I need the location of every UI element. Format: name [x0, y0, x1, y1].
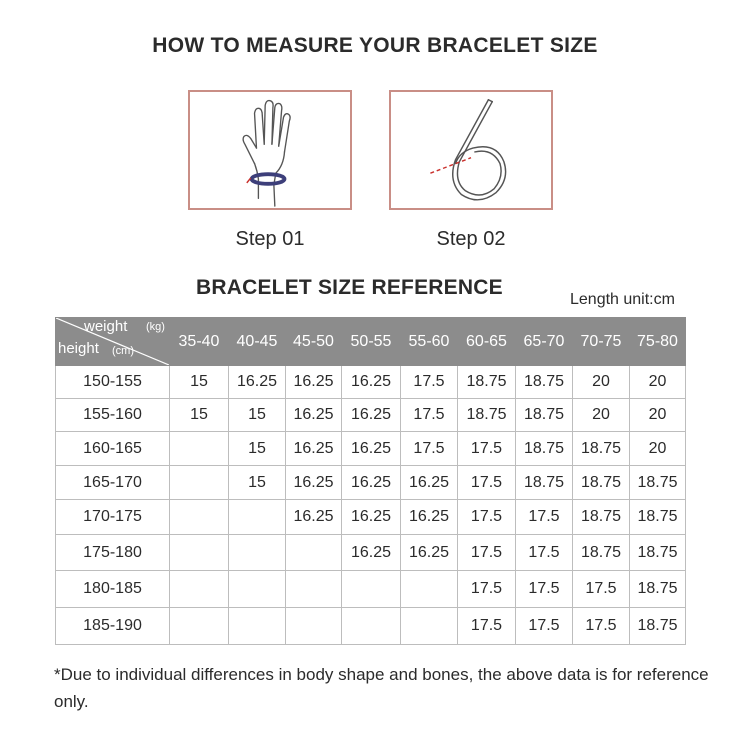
- weight-column-header: 40-45: [229, 318, 286, 366]
- size-cell: [401, 608, 458, 645]
- size-cell: [286, 535, 342, 571]
- table-row: [56, 366, 686, 399]
- weight-axis-label: weight: [84, 318, 128, 335]
- size-cell: 16.25: [286, 399, 342, 432]
- size-cell: [229, 571, 286, 608]
- string-loop-measure-icon: [391, 92, 551, 208]
- size-cell: 18.75: [573, 535, 630, 571]
- size-cell: 16.25: [342, 466, 401, 500]
- size-cell: 16.25: [286, 500, 342, 535]
- size-cell: 17.5: [458, 466, 516, 500]
- table-corner-cell: [56, 318, 170, 366]
- weight-column-header: 50-55: [342, 318, 401, 366]
- size-cell: [286, 571, 342, 608]
- hand-wrist-measure-icon: [190, 92, 350, 208]
- length-unit-note: Length unit:cm: [570, 291, 675, 308]
- step-01-illustration: [188, 90, 352, 210]
- table-row: [56, 535, 686, 571]
- weight-column-header: 70-75: [573, 318, 630, 366]
- size-cell: 15: [229, 432, 286, 466]
- size-cell: 18.75: [573, 500, 630, 535]
- size-cell: 17.5: [516, 500, 573, 535]
- size-cell: 16.25: [342, 500, 401, 535]
- size-cell: 18.75: [516, 366, 573, 399]
- weight-column-header: 65-70: [516, 318, 573, 366]
- size-cell: 20: [630, 366, 686, 399]
- weight-column-header: 60-65: [458, 318, 516, 366]
- step-02-label: Step 02: [436, 228, 506, 250]
- size-cell: 17.5: [458, 571, 516, 608]
- table-row: [56, 432, 686, 466]
- size-cell: 16.25: [286, 432, 342, 466]
- height-row-header: 165-170: [56, 466, 170, 500]
- height-row-header: 180-185: [56, 571, 170, 608]
- height-axis-label: height: [58, 340, 99, 357]
- size-cell: 20: [573, 366, 630, 399]
- size-cell: 17.5: [458, 608, 516, 645]
- size-cell: 17.5: [401, 432, 458, 466]
- table-row: [56, 399, 686, 432]
- size-cell: [170, 466, 229, 500]
- weight-column-header: 75-80: [630, 318, 686, 366]
- weight-column-header: 35-40: [170, 318, 229, 366]
- size-cell: 18.75: [630, 466, 686, 500]
- size-cell: 16.25: [342, 432, 401, 466]
- weight-column-header: 55-60: [401, 318, 458, 366]
- size-cell: 15: [229, 466, 286, 500]
- page-title: HOW TO MEASURE YOUR BRACELET SIZE: [152, 34, 598, 57]
- size-cell: [401, 571, 458, 608]
- size-cell: 15: [170, 366, 229, 399]
- height-unit-label: (cm): [112, 345, 134, 357]
- size-cell: 17.5: [458, 432, 516, 466]
- size-cell: [170, 571, 229, 608]
- size-cell: 16.25: [342, 399, 401, 432]
- table-body: [56, 366, 686, 645]
- height-row-header: 175-180: [56, 535, 170, 571]
- size-cell: 20: [630, 432, 686, 466]
- size-cell: [229, 608, 286, 645]
- size-cell: 18.75: [516, 466, 573, 500]
- size-cell: 16.25: [286, 466, 342, 500]
- size-cell: 15: [229, 399, 286, 432]
- table-row: [56, 608, 686, 645]
- size-cell: 16.25: [401, 466, 458, 500]
- height-row-header: 155-160: [56, 399, 170, 432]
- size-cell: 17.5: [516, 571, 573, 608]
- size-cell: 18.75: [516, 399, 573, 432]
- size-cell: 17.5: [573, 571, 630, 608]
- size-cell: 15: [170, 399, 229, 432]
- size-cell: [170, 432, 229, 466]
- size-cell: 17.5: [401, 399, 458, 432]
- size-cell: 17.5: [573, 608, 630, 645]
- height-row-header: 160-165: [56, 432, 170, 466]
- size-cell: 16.25: [401, 500, 458, 535]
- weight-column-header: 45-50: [286, 318, 342, 366]
- size-cell: 17.5: [401, 366, 458, 399]
- height-row-header: 170-175: [56, 500, 170, 535]
- size-cell: 16.25: [286, 366, 342, 399]
- size-cell: 17.5: [458, 535, 516, 571]
- size-reference-table: [55, 317, 686, 645]
- table-header-row: [56, 318, 686, 366]
- table-row: [56, 466, 686, 500]
- size-cell: 18.75: [630, 571, 686, 608]
- table-row: [56, 571, 686, 608]
- size-cell: 20: [630, 399, 686, 432]
- size-cell: 18.75: [630, 608, 686, 645]
- height-row-header: 150-155: [56, 366, 170, 399]
- size-cell: 17.5: [458, 500, 516, 535]
- size-cell: 16.25: [342, 535, 401, 571]
- size-cell: [342, 608, 401, 645]
- size-cell: [170, 535, 229, 571]
- size-cell: [229, 535, 286, 571]
- size-cell: 18.75: [630, 535, 686, 571]
- size-cell: 20: [573, 399, 630, 432]
- size-cell: 18.75: [458, 366, 516, 399]
- size-cell: 16.25: [401, 535, 458, 571]
- size-cell: 16.25: [342, 366, 401, 399]
- size-cell: [286, 608, 342, 645]
- size-cell: 18.75: [573, 466, 630, 500]
- reference-title: BRACELET SIZE REFERENCE: [196, 276, 503, 299]
- size-cell: [229, 500, 286, 535]
- size-cell: 17.5: [516, 535, 573, 571]
- footnote: *Due to individual differences in body shape and bones, the above data is for reference only.: [54, 665, 709, 711]
- height-row-header: 185-190: [56, 608, 170, 645]
- size-cell: 18.75: [516, 432, 573, 466]
- size-cell: 18.75: [458, 399, 516, 432]
- weight-unit-label: (kg): [146, 321, 165, 333]
- size-cell: 16.25: [229, 366, 286, 399]
- table-row: [56, 500, 686, 535]
- size-cell: [170, 608, 229, 645]
- size-cell: 18.75: [630, 500, 686, 535]
- size-cell: 18.75: [573, 432, 630, 466]
- size-cell: [170, 500, 229, 535]
- step-01-label: Step 01: [235, 228, 305, 250]
- step-02-illustration: [389, 90, 553, 210]
- size-cell: 17.5: [516, 608, 573, 645]
- size-cell: [342, 571, 401, 608]
